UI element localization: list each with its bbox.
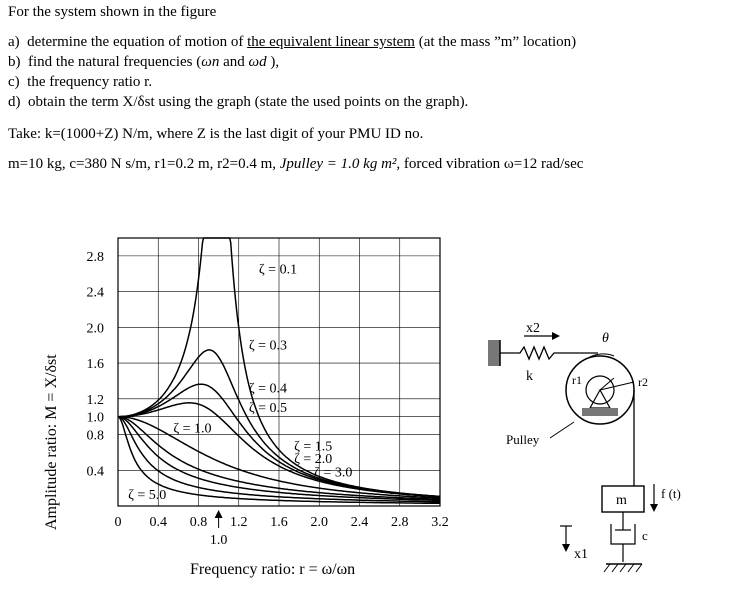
item-a-suffix: (at the mass ”m” location): [418, 34, 577, 50]
y-tick-label: 2.4: [86, 285, 104, 301]
y-tick-label: 0.8: [86, 428, 104, 444]
r1-label: r1: [572, 373, 582, 387]
item-d-prefix: d): [8, 94, 21, 110]
intro-text: For the system shown in the figure: [8, 4, 217, 20]
x-tick-label: 1.2: [230, 515, 248, 530]
curve-label: ζ = 0.3: [248, 338, 288, 354]
y-tick-label: 0.4: [86, 464, 104, 480]
x2-arrowhead: [552, 332, 560, 340]
x1-arrowhead: [562, 544, 570, 552]
pulley-ground: [582, 408, 618, 416]
y-axis-label: Amplitude ratio: M = X/δst: [43, 354, 60, 530]
curve-label: ζ = 0.5: [248, 401, 288, 417]
item-d: [8, 94, 468, 111]
curve-label: ζ = 0.4: [248, 381, 288, 397]
curve-label: ζ = 1.0: [173, 421, 212, 437]
x-tick-label: 1.6: [270, 515, 288, 530]
x-tick-label: 0.8: [189, 515, 208, 530]
y-tick-label: 1.2: [86, 392, 104, 408]
item-c: [8, 74, 152, 91]
item-a-prefix: a): [8, 34, 20, 50]
curve-label: ζ = 1.5: [294, 439, 333, 455]
y-tick-label: 1.6: [86, 357, 104, 373]
x-tick-label: 0.4: [149, 515, 167, 530]
item-a: [8, 34, 576, 51]
curve-label: ζ = 3.0: [314, 465, 353, 481]
item-a-text: determine the equation of motion of: [27, 34, 244, 50]
force-arrowhead: [650, 504, 658, 512]
given-forced: forced vibration ω=12 rad/sec: [403, 156, 584, 172]
item-b: [8, 54, 279, 71]
amplitude-ratio-chart: [0, 210, 470, 592]
given-j: Jpulley = 1.0 kg m²,: [279, 156, 401, 172]
curve-label: ζ = 5.0: [128, 487, 167, 503]
y-tick-label: 2.0: [86, 321, 104, 337]
theta-label: θ: [602, 331, 609, 346]
item-b-wn: ωn: [201, 54, 220, 70]
force-label: f (t): [661, 486, 681, 501]
y-tick-label: 2.8: [86, 249, 104, 265]
x2-label: x2: [526, 321, 540, 336]
damper-label: c: [642, 528, 648, 543]
pulley-label: Pulley: [506, 432, 540, 447]
x1-label: x1: [574, 547, 588, 562]
item-c-text: the frequency ratio r.: [27, 74, 153, 90]
x-extra-tick-label: 1.0: [209, 533, 228, 548]
x-tick-label: 0: [114, 515, 122, 530]
y-tick-label: 1.0: [86, 410, 104, 426]
curve-label: ζ = 2.0: [294, 452, 333, 468]
pulley-leader: [550, 422, 574, 438]
given-line: [8, 156, 583, 173]
item-d-text: obtain the term X/δst using the graph (state the used points on the graph).: [28, 94, 469, 110]
x-axis-label: Frequency ratio: r = ω/ωn: [190, 561, 356, 578]
curve-label: ζ = 0.1: [258, 262, 298, 278]
mass-label: m: [616, 493, 627, 508]
wall-hatch: [488, 340, 500, 366]
given-main: m=10 kg, c=380 N s/m, r1=0.2 m, r2=0.4 m,: [8, 156, 276, 172]
r2-label: r2: [638, 375, 648, 389]
pulley-support: [590, 390, 610, 408]
ground-hatch: [604, 564, 642, 572]
item-b-prefix: b): [8, 54, 21, 70]
item-b-end: ),: [270, 54, 280, 70]
x-tick-label: 3.2: [431, 515, 449, 530]
take-text: Take: k=(1000+Z) N/m, where Z is the last digit of your PMU ID no.: [8, 126, 424, 142]
item-b-wd: ωd: [248, 54, 267, 70]
x-tick-label: 2.0: [310, 515, 328, 530]
item-a-underlined: the equivalent linear system: [247, 34, 415, 50]
mechanism-diagram: [468, 318, 742, 592]
item-b-text: find the natural frequencies (: [28, 54, 202, 70]
chart-curve-labels: [128, 263, 352, 503]
x-extra-tick-arrow: [215, 510, 223, 518]
x-tick-label: 2.8: [391, 515, 409, 530]
item-b-and: and: [223, 54, 245, 70]
spring: [500, 347, 598, 359]
x-tick-label: 2.4: [350, 515, 369, 530]
spring-label: k: [526, 369, 533, 384]
item-c-prefix: c): [8, 74, 20, 90]
